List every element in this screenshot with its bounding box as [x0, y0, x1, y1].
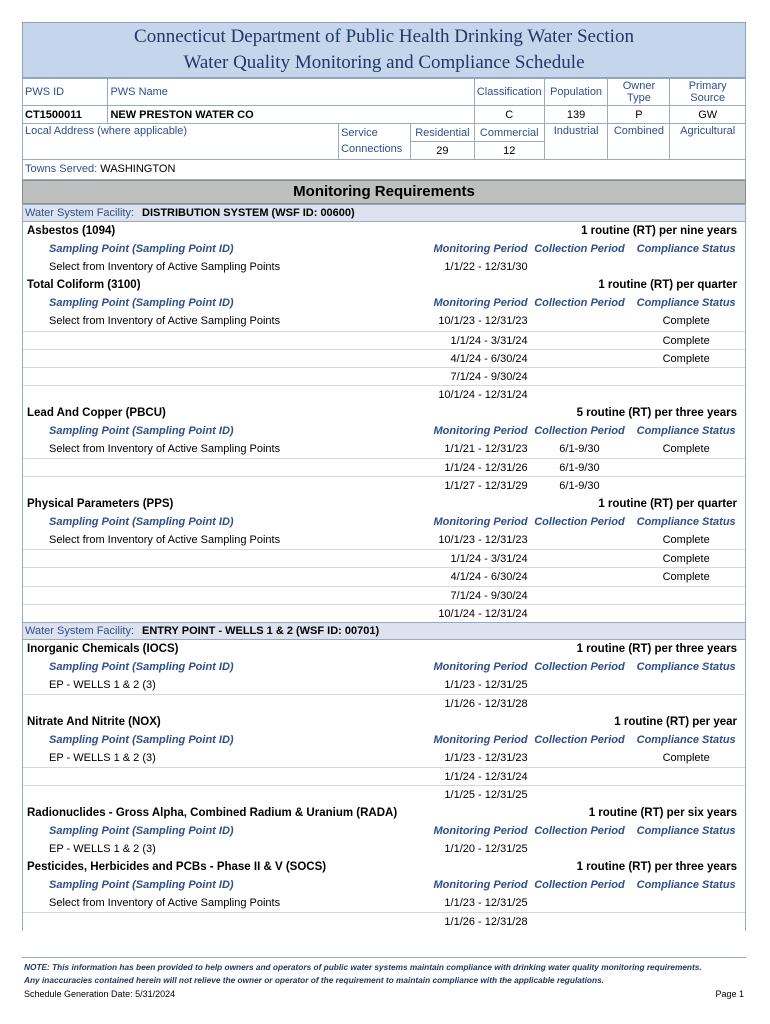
col-sampling-point: Sampling Point (Sampling Point ID)	[49, 824, 234, 837]
analyte-frequency: 1 routine (RT) per three years	[576, 643, 737, 656]
schedule-row	[23, 676, 745, 694]
col-monitoring-period: Monitoring Period	[433, 661, 528, 674]
sampling-point: Select from Inventory of Active Sampling Points	[49, 442, 281, 455]
schedule-row	[23, 749, 745, 767]
compliance-status	[627, 258, 745, 276]
facility-name: DISTRIBUTION SYSTEM (WSF ID: 00600)	[142, 207, 355, 219]
compliance-status: Complete	[662, 442, 710, 455]
col-compliance-status: Compliance Status	[636, 733, 736, 746]
collection-period	[532, 840, 628, 858]
analyte-header	[23, 222, 745, 240]
title-line-2: Water Quality Monitoring and Compliance Schedule	[183, 52, 585, 73]
analyte-header	[23, 858, 745, 876]
monitoring-period: 7/1/24 - 9/30/24	[450, 589, 528, 602]
col-collection-period: Collection Period	[534, 297, 625, 310]
combined-label: Combined	[608, 124, 670, 160]
analyte-name: Pesticides, Herbicides and PCBs - Phase II & V (SOCS)	[27, 860, 327, 873]
col-collection-period: Collection Period	[534, 243, 625, 255]
compliance-status: Complete	[662, 533, 710, 546]
analyte-name: Radionuclides - Gross Alpha, Combined Radium & Uranium (RADA)	[27, 806, 398, 819]
analyte-name: Physical Parameters (PPS)	[27, 497, 174, 510]
analyte-name: Lead And Copper (PBCU)	[27, 406, 166, 419]
analyte-name: Inorganic Chemicals (IOCS)	[27, 643, 179, 656]
column-headers	[23, 240, 745, 258]
schedule-row	[23, 567, 745, 585]
compliance-status	[627, 477, 745, 494]
facility-name: ENTRY POINT - WELLS 1 & 2 (WSF ID: 00701)	[142, 625, 380, 638]
col-compliance-status: Compliance Status	[636, 878, 736, 891]
column-headers	[23, 658, 745, 676]
analyte-name: Asbestos (1094)	[27, 225, 116, 237]
page-footer	[24, 989, 744, 999]
compliance-status: Complete	[662, 352, 710, 365]
monitoring-period: 1/1/24 - 12/31/26	[444, 462, 528, 475]
collection-period	[532, 605, 628, 622]
collection-period	[532, 531, 628, 549]
col-compliance-status: Compliance Status	[636, 661, 736, 674]
col-compliance-status: Compliance Status	[636, 515, 736, 528]
sampling-point	[23, 386, 387, 403]
compliance-status	[627, 840, 745, 858]
schedule-row	[23, 785, 745, 803]
column-headers	[23, 422, 745, 440]
compliance-status: Complete	[662, 315, 710, 328]
sampling-point	[23, 350, 387, 367]
monitoring-period: 7/1/24 - 9/30/24	[450, 371, 528, 384]
compliance-status	[627, 894, 745, 912]
sampling-point: EP - WELLS 1 & 2 (3)	[49, 751, 156, 764]
disclaimer-note	[24, 961, 744, 987]
analyte-frequency: 1 routine (RT) per nine years	[581, 225, 737, 237]
monitoring-period: 10/1/24 - 12/31/24	[438, 389, 528, 402]
monitoring-period: 4/1/24 - 6/30/24	[450, 571, 528, 584]
collection-period	[532, 786, 628, 803]
column-headers	[23, 876, 745, 894]
note-line-1: NOTE: This information has been provided to help owners and operators of public water systems maintain compliance with drinking water quality monitoring requirements.	[24, 962, 702, 972]
page-number: Page 1	[715, 989, 744, 999]
analyte-frequency: 1 routine (RT) per three years	[576, 860, 737, 873]
col-compliance-status: Compliance Status	[636, 824, 736, 837]
collection-period: 6/1-9/30	[559, 480, 600, 493]
facility-label: Water System Facility:	[25, 625, 134, 638]
sampling-point	[23, 768, 387, 785]
col-sampling-point: Sampling Point (Sampling Point ID)	[49, 661, 234, 674]
collection-period	[532, 913, 628, 930]
compliance-status	[627, 913, 745, 930]
compliance-status: Complete	[662, 552, 710, 565]
analyte-frequency: 5 routine (RT) per three years	[576, 406, 737, 419]
col-monitoring-period: Monitoring Period	[433, 733, 528, 746]
analyte-name: Total Coliform (3100)	[27, 279, 141, 292]
collection-period: 6/1-9/30	[559, 462, 600, 475]
schedule-row	[23, 604, 745, 622]
col-sampling-point: Sampling Point (Sampling Point ID)	[49, 297, 234, 310]
compliance-status	[627, 695, 745, 712]
schedule-row	[23, 258, 745, 276]
col-collection-period: Collection Period	[534, 661, 625, 674]
owner-type-label: Owner Type	[608, 79, 670, 106]
col-sampling-point: Sampling Point (Sampling Point ID)	[49, 243, 234, 255]
compliance-status	[627, 605, 745, 622]
sampling-point	[23, 568, 387, 585]
column-headers	[23, 731, 745, 749]
col-monitoring-period: Monitoring Period	[433, 878, 528, 891]
column-headers	[23, 822, 745, 840]
note-line-2: Any inaccuracies contained herein will not relieve the owner or operator of the requirement to maintain compliance with the applicable regulations.	[24, 975, 604, 985]
title-line-1: Connecticut Department of Public Health Drinking Water Section	[134, 26, 634, 47]
monitoring-period: 1/1/24 - 3/31/24	[450, 334, 528, 347]
monitoring-period: 1/1/20 - 12/31/25	[444, 842, 528, 855]
compliance-status: Complete	[662, 571, 710, 584]
analyte-header	[23, 713, 745, 731]
analyte-header	[23, 495, 745, 513]
collection-period	[532, 568, 628, 585]
schedule-row	[23, 440, 745, 458]
facilities-list	[22, 204, 746, 931]
monitoring-period: 1/1/24 - 12/31/24	[444, 771, 528, 784]
monitoring-period: 1/1/25 - 12/31/25	[444, 789, 528, 802]
monitoring-period: 1/1/21 - 12/31/23	[444, 442, 528, 455]
schedule-row	[23, 767, 745, 785]
col-collection-period: Collection Period	[534, 733, 625, 746]
collection-period	[532, 749, 628, 767]
primary-source-label: Primary Source	[670, 79, 746, 106]
service-label-line-2: Connections	[341, 143, 403, 155]
compliance-status	[627, 768, 745, 785]
monitoring-period: 1/1/23 - 12/31/25	[444, 896, 528, 909]
analyte-frequency: 1 routine (RT) per six years	[588, 806, 737, 819]
schedule-row	[23, 349, 745, 367]
analyte-frequency: 1 routine (RT) per year	[614, 715, 737, 728]
analyte-frequency: 1 routine (RT) per quarter	[598, 497, 737, 510]
facility-header	[22, 204, 746, 222]
collection-period	[532, 550, 628, 567]
collection-period	[532, 332, 628, 349]
collection-period	[532, 386, 628, 403]
analyte-header	[23, 276, 745, 294]
column-headers	[23, 513, 745, 531]
towns-label: Towns Served:	[25, 163, 98, 175]
pws-id-value: CT1500011	[23, 106, 108, 124]
compliance-status	[627, 786, 745, 803]
col-monitoring-period: Monitoring Period	[433, 424, 528, 437]
schedule-row	[23, 367, 745, 385]
schedule-row	[23, 531, 745, 549]
industrial-label: Industrial	[544, 124, 608, 160]
monitoring-period: 1/1/24 - 3/31/24	[450, 552, 528, 565]
sampling-point	[23, 605, 387, 622]
sampling-point: Select from Inventory of Active Sampling Points	[49, 533, 281, 546]
col-sampling-point: Sampling Point (Sampling Point ID)	[49, 733, 234, 746]
schedule-row	[23, 385, 745, 403]
bottom-divider	[22, 957, 746, 958]
column-headers	[23, 294, 745, 312]
monitoring-period: 1/1/27 - 12/31/29	[444, 480, 528, 493]
compliance-status	[627, 587, 745, 604]
compliance-status	[627, 386, 745, 403]
primary-source-value: GW	[670, 106, 746, 124]
sampling-point	[23, 695, 387, 712]
sampling-point	[23, 332, 387, 349]
document-title	[22, 22, 746, 78]
col-monitoring-period: Monitoring Period	[433, 515, 528, 528]
monitoring-period: 1/1/23 - 12/31/25	[444, 679, 528, 692]
monitoring-period: 1/1/26 - 12/31/28	[444, 916, 528, 929]
collection-period	[532, 676, 628, 694]
col-sampling-point: Sampling Point (Sampling Point ID)	[49, 424, 234, 437]
monitoring-period: 1/1/22 - 12/31/30	[444, 261, 528, 273]
col-collection-period: Collection Period	[534, 515, 625, 528]
col-sampling-point: Sampling Point (Sampling Point ID)	[49, 515, 234, 528]
col-compliance-status: Compliance Status	[636, 243, 736, 255]
residential-label: Residential	[410, 124, 474, 142]
collection-period	[532, 695, 628, 712]
residential-value: 29	[410, 142, 474, 160]
pws-id-label: PWS ID	[23, 79, 108, 106]
schedule-row	[23, 476, 745, 494]
sampling-point: EP - WELLS 1 & 2 (3)	[49, 679, 156, 692]
monitoring-period: 10/1/23 - 12/31/23	[438, 315, 528, 328]
pws-name-value: NEW PRESTON WATER CO	[108, 106, 474, 124]
compliance-status: Complete	[662, 334, 710, 347]
analyte-frequency: 1 routine (RT) per quarter	[598, 279, 737, 292]
analyte-header	[23, 804, 745, 822]
commercial-value: 12	[474, 142, 544, 160]
collection-period	[532, 894, 628, 912]
schedule-row	[23, 840, 745, 858]
col-collection-period: Collection Period	[534, 824, 625, 837]
schedule-row	[23, 912, 745, 930]
local-address-label: Local Address (where applicable)	[23, 124, 339, 160]
analyte-name: Nitrate And Nitrite (NOX)	[27, 715, 161, 728]
schedule-row	[23, 331, 745, 349]
pws-name-label: PWS Name	[108, 79, 474, 106]
col-compliance-status: Compliance Status	[636, 297, 736, 310]
system-info-table	[22, 78, 746, 160]
col-collection-period: Collection Period	[534, 424, 625, 437]
sampling-point: EP - WELLS 1 & 2 (3)	[49, 842, 156, 855]
col-sampling-point: Sampling Point (Sampling Point ID)	[49, 878, 234, 891]
collection-period	[532, 312, 628, 330]
compliance-status	[627, 368, 745, 385]
schedule-row	[23, 549, 745, 567]
collection-period	[532, 368, 628, 385]
schedule-row	[23, 586, 745, 604]
schedule-row	[23, 894, 745, 912]
col-collection-period: Collection Period	[534, 878, 625, 891]
owner-type-value: P	[608, 106, 670, 124]
population-value: 139	[544, 106, 608, 124]
sampling-point	[23, 786, 387, 803]
schedule-row	[23, 458, 745, 476]
section-title: Monitoring Requirements	[22, 180, 746, 204]
service-label-line-1: Service	[341, 127, 378, 139]
compliance-status	[627, 459, 745, 476]
schedule-page	[22, 22, 746, 931]
towns-served	[22, 160, 746, 180]
collection-period	[532, 587, 628, 604]
monitoring-period: 1/1/26 - 12/31/28	[444, 698, 528, 711]
col-monitoring-period: Monitoring Period	[433, 297, 528, 310]
col-monitoring-period: Monitoring Period	[433, 824, 528, 837]
compliance-status	[627, 676, 745, 694]
monitoring-period: 4/1/24 - 6/30/24	[450, 352, 528, 365]
analyte-header	[23, 404, 745, 422]
sampling-point: Select from Inventory of Active Sampling Points	[49, 315, 281, 328]
sampling-point: Select from Inventory of Active Sampling Points	[49, 896, 281, 909]
collection-period: 6/1-9/30	[559, 442, 600, 455]
schedule-row	[23, 694, 745, 712]
schedule-row	[23, 312, 745, 330]
sampling-point	[23, 477, 387, 494]
col-monitoring-period: Monitoring Period	[433, 243, 528, 255]
facility-header	[22, 622, 746, 640]
classification-label: Classification	[474, 79, 544, 106]
sampling-point: Select from Inventory of Active Sampling Points	[49, 261, 281, 273]
facility-label: Water System Facility:	[25, 207, 134, 219]
facility-body	[22, 640, 746, 930]
monitoring-period: 10/1/23 - 12/31/23	[438, 533, 528, 546]
col-compliance-status: Compliance Status	[636, 424, 736, 437]
towns-value: WASHINGTON	[100, 163, 176, 175]
schedule-generation-date: Schedule Generation Date: 5/31/2024	[24, 989, 176, 999]
facility-body	[22, 222, 746, 622]
collection-period	[532, 350, 628, 367]
agricultural-label: Agricultural	[670, 124, 746, 160]
monitoring-period: 10/1/24 - 12/31/24	[438, 607, 528, 620]
commercial-label: Commercial	[474, 124, 544, 142]
sampling-point	[23, 587, 387, 604]
classification-value: C	[474, 106, 544, 124]
collection-period	[532, 258, 628, 276]
analyte-header	[23, 640, 745, 658]
sampling-point	[23, 459, 387, 476]
population-label: Population	[544, 79, 608, 106]
sampling-point	[23, 368, 387, 385]
compliance-status: Complete	[662, 751, 710, 764]
sampling-point	[23, 913, 387, 930]
sampling-point	[23, 550, 387, 567]
collection-period	[532, 768, 628, 785]
monitoring-period: 1/1/23 - 12/31/23	[444, 751, 528, 764]
service-connections-label	[339, 124, 411, 160]
